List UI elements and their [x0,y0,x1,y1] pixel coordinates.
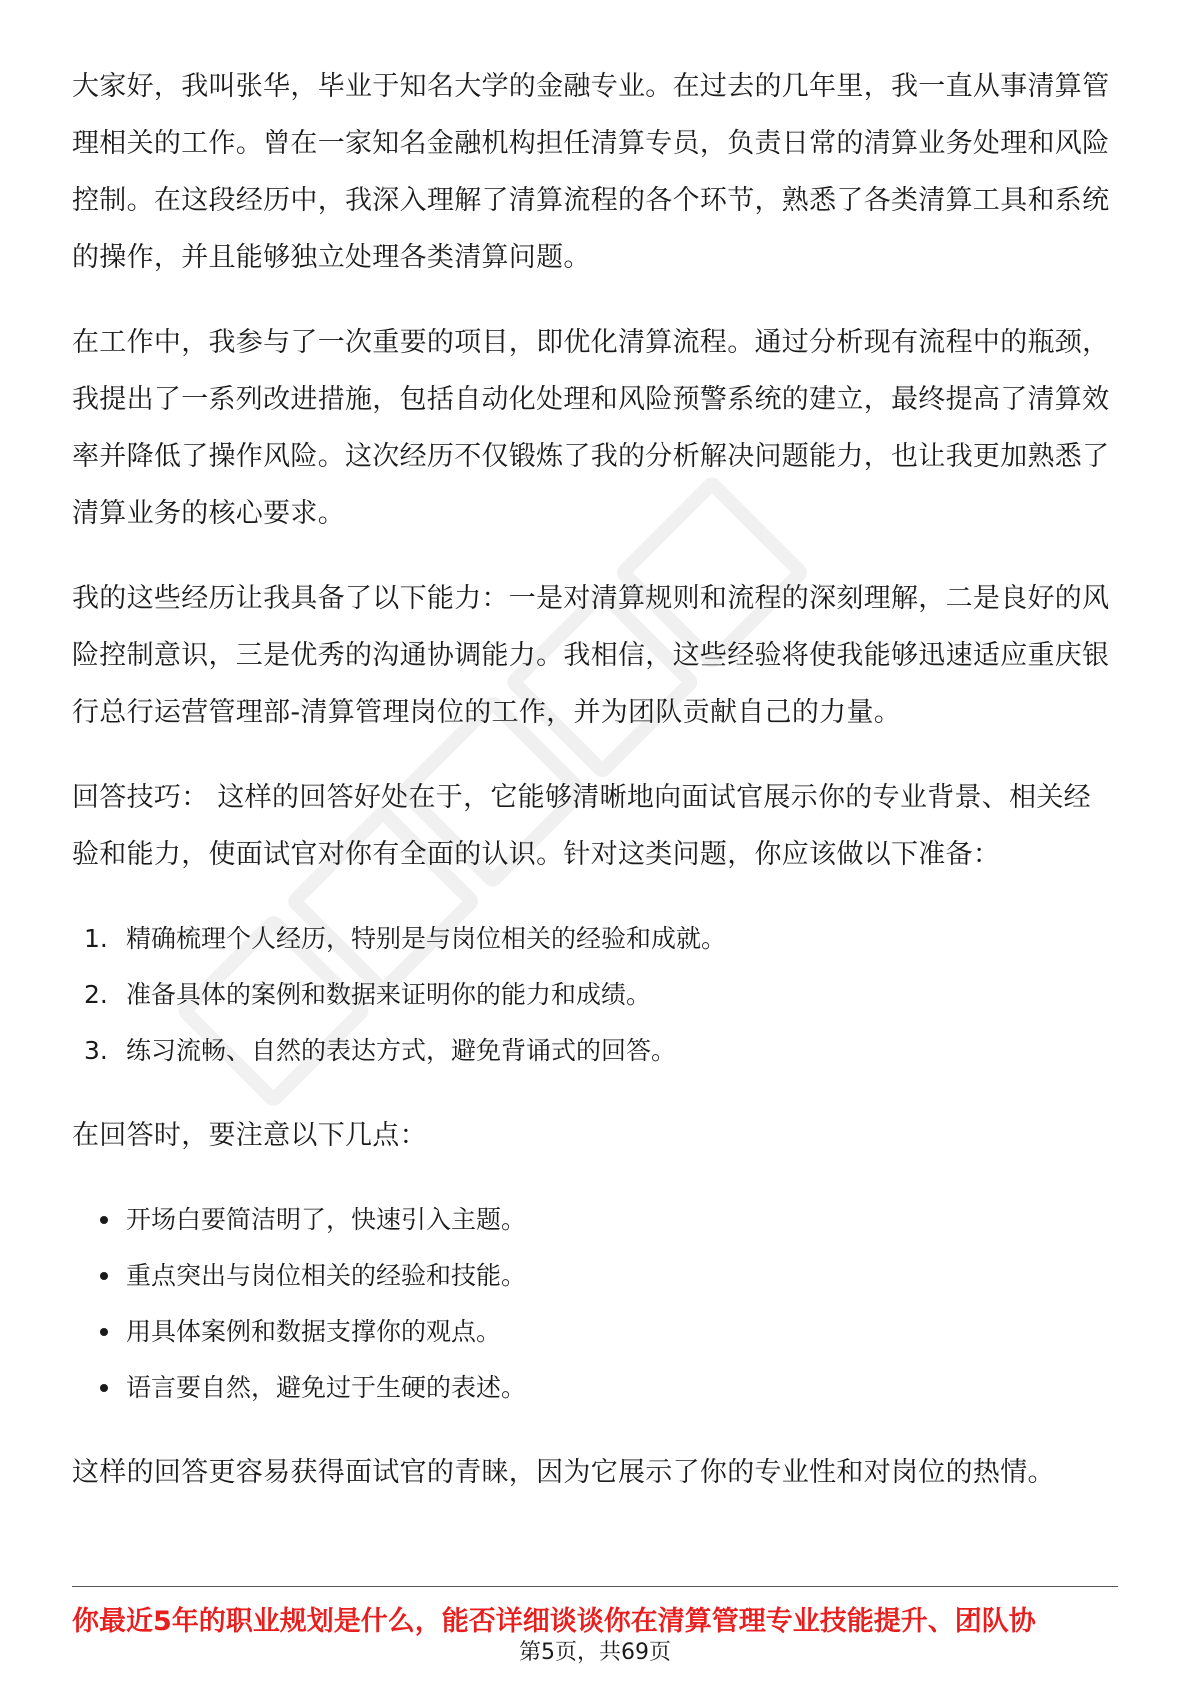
project-paragraph: 在工作中，我参与了一次重要的项目，即优化清算流程。通过分析现有流程中的瓶颈，我提出了一系列改进措施，包括自动化处理和风险预警系统的建立，最终提高了清算效率并降低了操作风险。这次经历不仅锻炼了我的分析解决问题能力，也让我更加熟悉了清算业务的核心要求。 [72,327,1110,529]
bullet-icon [100,1216,108,1224]
bullet-icon [100,1272,108,1280]
intro-paragraph: 大家好，我叫张华，毕业于知名大学的金融专业。在过去的几年里，我一直从事清算管理相关的工作。曾在一家知名金融机构担任清算专员，负责日常的清算业务处理和风险控制。在这段经历中，我深入理解了清算流程的各个环节，熟悉了各类清算工具和系统的操作，并且能够独立处理各类清算问题。 [72,71,1110,273]
bullet-icon [100,1328,108,1336]
list-number: 3. [84,1036,108,1065]
list-number: 2. [84,980,108,1009]
tips-paragraph: 回答技巧： 这样的回答好处在于，它能够清晰地向面试官展示你的专业背景、相关经验和能力，使面试官对你有全面的认识。针对这类问题，你应该做以下准备： [72,782,1091,870]
list-text: 重点突出与岗位相关的经验和技能。 [126,1261,527,1290]
attention-paragraph: 在回答时，要注意以下几点： [72,1120,427,1151]
list-number: 1. [84,924,108,953]
closing-paragraph: 这样的回答更容易获得面试官的青睐，因为它展示了你的专业性和对岗位的热情。 [72,1457,1055,1488]
bullet-icon [100,1384,108,1392]
prep-list-item [72,967,1117,1023]
document-body [72,58,1117,1529]
list-text: 精确梳理个人经历，特别是与岗位相关的经验和成就。 [126,924,727,953]
list-text: 用具体案例和数据支撑你的观点。 [126,1317,502,1346]
list-text: 准备具体的案例和数据来证明你的能力和成绩。 [126,980,652,1009]
list-text: 语言要自然，避免过于生硬的表述。 [126,1373,527,1402]
attention-list-item [72,1304,1117,1360]
prep-list-item [72,911,1117,967]
attention-list-item [72,1192,1117,1248]
prep-list [72,911,1117,1079]
abilities-paragraph: 我的这些经历让我具备了以下能力：一是对清算规则和流程的深刻理解，二是良好的风险控制意识，三是优秀的沟通协调能力。我相信，这些经验将使我能够迅速适应重庆银行总行运营管理部-清算管理岗位的工作，并为团队贡献自己的力量。 [72,583,1110,728]
attention-list-item [72,1248,1117,1304]
page-number: 第5页，共69页 [519,1640,671,1665]
list-text: 开场白要简洁明了，快速引入主题。 [126,1205,527,1234]
list-text: 练习流畅、自然的表达方式，避免背诵式的回答。 [126,1036,677,1065]
prep-list-item [72,1023,1117,1079]
section-divider [72,1586,1118,1587]
next-question-heading: 你最近5年的职业规划是什么，能否详细谈谈你在清算管理专业技能提升、团队协 [72,1606,1036,1637]
attention-list-item [72,1360,1117,1416]
attention-list [72,1192,1117,1416]
